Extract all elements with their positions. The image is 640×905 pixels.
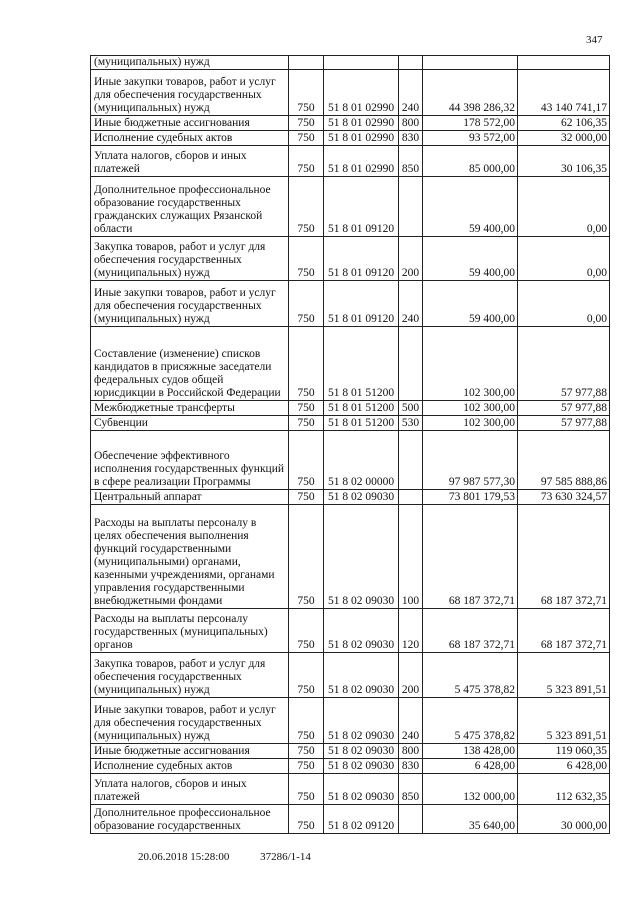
row-amount-1: 44 398 286,32 bbox=[423, 70, 518, 116]
row-vr: 850 bbox=[399, 146, 423, 177]
row-gr: 750 bbox=[289, 146, 324, 177]
row-name: (муниципальных) нужд bbox=[91, 56, 289, 70]
row-amount-1: 5 475 378,82 bbox=[423, 653, 518, 698]
table-row bbox=[91, 744, 610, 759]
row-amount-1: 68 187 372,71 bbox=[423, 609, 518, 653]
row-vr bbox=[399, 805, 423, 834]
row-csr: 51 8 01 02990 bbox=[324, 116, 399, 131]
row-name: Дополнительное профессиональное образование государственных bbox=[91, 805, 289, 834]
footer-doc-id: 37286/1-14 bbox=[260, 851, 311, 863]
table-row bbox=[91, 653, 610, 698]
row-amount-2: 5 323 891,51 bbox=[518, 653, 610, 698]
row-name: Расходы на выплаты персоналу в целях обеспечения выполнения функций государственными (муниципальными) органами, казенными учреждениями, органами управления государственными внебюджетными фондами bbox=[91, 505, 289, 609]
row-vr bbox=[399, 490, 423, 505]
table-row bbox=[91, 116, 610, 131]
row-name: Межбюджетные трансферты bbox=[91, 401, 289, 416]
row-amount-2: 62 106,35 bbox=[518, 116, 610, 131]
table-row bbox=[91, 609, 610, 653]
row-amount-1: 59 400,00 bbox=[423, 281, 518, 327]
row-name: Исполнение судебных актов bbox=[91, 759, 289, 774]
row-amount-2 bbox=[518, 56, 610, 70]
row-amount-1: 93 572,00 bbox=[423, 131, 518, 146]
row-csr: 51 8 01 51200 bbox=[324, 416, 399, 431]
row-csr: 51 8 01 02990 bbox=[324, 70, 399, 116]
row-gr: 750 bbox=[289, 759, 324, 774]
row-gr: 750 bbox=[289, 431, 324, 490]
row-amount-1: 59 400,00 bbox=[423, 177, 518, 237]
table-row bbox=[91, 416, 610, 431]
row-csr: 51 8 02 09030 bbox=[324, 505, 399, 609]
table-row bbox=[91, 774, 610, 805]
row-name: Иные бюджетные ассигнования bbox=[91, 116, 289, 131]
row-amount-2: 112 632,35 bbox=[518, 774, 610, 805]
row-vr: 120 bbox=[399, 609, 423, 653]
row-gr: 750 bbox=[289, 237, 324, 281]
row-name: Центральный аппарат bbox=[91, 490, 289, 505]
row-amount-1: 68 187 372,71 bbox=[423, 505, 518, 609]
table-row bbox=[91, 131, 610, 146]
row-vr: 240 bbox=[399, 281, 423, 327]
row-gr: 750 bbox=[289, 490, 324, 505]
row-name: Расходы на выплаты персоналу государственных (муниципальных) органов bbox=[91, 609, 289, 653]
table-row bbox=[91, 281, 610, 327]
row-csr: 51 8 01 09120 bbox=[324, 281, 399, 327]
row-amount-1 bbox=[423, 56, 518, 70]
row-name: Иные бюджетные ассигнования bbox=[91, 744, 289, 759]
row-amount-1: 138 428,00 bbox=[423, 744, 518, 759]
row-gr: 750 bbox=[289, 131, 324, 146]
row-gr: 750 bbox=[289, 416, 324, 431]
row-name: Составление (изменение) списков кандидатов в присяжные заседатели федеральных судов общей юрисдикции в Российской Федерации bbox=[91, 327, 289, 401]
row-name: Иные закупки товаров, работ и услуг для обеспечения государственных (муниципальных) нужд bbox=[91, 70, 289, 116]
row-amount-1: 73 801 179,53 bbox=[423, 490, 518, 505]
row-csr: 51 8 01 51200 bbox=[324, 401, 399, 416]
row-amount-1: 5 475 378,82 bbox=[423, 698, 518, 744]
row-amount-2: 57 977,88 bbox=[518, 327, 610, 401]
row-amount-2: 97 585 888,86 bbox=[518, 431, 610, 490]
table-row bbox=[91, 237, 610, 281]
row-amount-2: 0,00 bbox=[518, 177, 610, 237]
row-amount-1: 102 300,00 bbox=[423, 416, 518, 431]
row-gr: 750 bbox=[289, 401, 324, 416]
row-amount-1: 85 000,00 bbox=[423, 146, 518, 177]
row-vr bbox=[399, 177, 423, 237]
row-gr: 750 bbox=[289, 609, 324, 653]
row-csr: 51 8 02 09030 bbox=[324, 759, 399, 774]
row-csr: 51 8 01 02990 bbox=[324, 131, 399, 146]
row-gr: 750 bbox=[289, 116, 324, 131]
row-gr: 750 bbox=[289, 698, 324, 744]
row-vr: 240 bbox=[399, 698, 423, 744]
row-vr: 200 bbox=[399, 237, 423, 281]
row-vr bbox=[399, 431, 423, 490]
row-name: Уплата налогов, сборов и иных платежей bbox=[91, 774, 289, 805]
footer-datetime: 20.06.2018 15:28:00 bbox=[138, 851, 230, 863]
table-row bbox=[91, 490, 610, 505]
row-amount-2: 5 323 891,51 bbox=[518, 698, 610, 744]
table-row bbox=[91, 505, 610, 609]
row-gr: 750 bbox=[289, 327, 324, 401]
row-csr: 51 8 02 09030 bbox=[324, 653, 399, 698]
row-vr: 850 bbox=[399, 774, 423, 805]
table-row bbox=[91, 70, 610, 116]
row-csr: 51 8 02 09030 bbox=[324, 698, 399, 744]
row-name: Субвенции bbox=[91, 416, 289, 431]
row-csr: 51 8 01 02990 bbox=[324, 146, 399, 177]
row-name: Иные закупки товаров, работ и услуг для обеспечения государственных (муниципальных) нужд bbox=[91, 281, 289, 327]
row-csr: 51 8 01 51200 bbox=[324, 327, 399, 401]
row-vr: 100 bbox=[399, 505, 423, 609]
table-row bbox=[91, 146, 610, 177]
row-gr bbox=[289, 56, 324, 70]
row-vr: 240 bbox=[399, 70, 423, 116]
row-name: Закупка товаров, работ и услуг для обеспечения государственных (муниципальных) нужд bbox=[91, 237, 289, 281]
budget-table bbox=[90, 55, 610, 834]
row-name: Обеспечение эффективного исполнения государственных функций в сфере реализации Программы bbox=[91, 431, 289, 490]
row-csr: 51 8 02 09030 bbox=[324, 609, 399, 653]
row-amount-2: 6 428,00 bbox=[518, 759, 610, 774]
row-name: Дополнительное профессиональное образование государственных гражданских служащих Рязанской области bbox=[91, 177, 289, 237]
row-name: Закупка товаров, работ и услуг для обеспечения государственных (муниципальных) нужд bbox=[91, 653, 289, 698]
row-amount-2: 68 187 372,71 bbox=[518, 505, 610, 609]
row-csr: 51 8 02 09030 bbox=[324, 774, 399, 805]
row-amount-1: 59 400,00 bbox=[423, 237, 518, 281]
row-vr bbox=[399, 327, 423, 401]
row-gr: 750 bbox=[289, 744, 324, 759]
row-csr bbox=[324, 56, 399, 70]
row-csr: 51 8 01 09120 bbox=[324, 177, 399, 237]
row-vr: 800 bbox=[399, 116, 423, 131]
row-amount-2: 57 977,88 bbox=[518, 416, 610, 431]
row-name: Исполнение судебных актов bbox=[91, 131, 289, 146]
row-amount-1: 97 987 577,30 bbox=[423, 431, 518, 490]
table-row bbox=[91, 431, 610, 490]
row-gr: 750 bbox=[289, 177, 324, 237]
row-csr: 51 8 02 09030 bbox=[324, 490, 399, 505]
row-vr: 530 bbox=[399, 416, 423, 431]
row-gr: 750 bbox=[289, 70, 324, 116]
table-row bbox=[91, 698, 610, 744]
row-amount-1: 132 000,00 bbox=[423, 774, 518, 805]
table-row bbox=[91, 56, 610, 70]
row-amount-1: 102 300,00 bbox=[423, 327, 518, 401]
row-vr: 800 bbox=[399, 744, 423, 759]
row-amount-2: 30 000,00 bbox=[518, 805, 610, 834]
row-amount-2: 0,00 bbox=[518, 281, 610, 327]
row-amount-1: 102 300,00 bbox=[423, 401, 518, 416]
row-amount-1: 35 640,00 bbox=[423, 805, 518, 834]
row-csr: 51 8 01 09120 bbox=[324, 237, 399, 281]
table-row bbox=[91, 759, 610, 774]
row-vr: 500 bbox=[399, 401, 423, 416]
row-vr bbox=[399, 56, 423, 70]
row-gr: 750 bbox=[289, 653, 324, 698]
row-vr: 830 bbox=[399, 759, 423, 774]
row-amount-2: 0,00 bbox=[518, 237, 610, 281]
row-csr: 51 8 02 00000 bbox=[324, 431, 399, 490]
row-gr: 750 bbox=[289, 281, 324, 327]
row-name: Уплата налогов, сборов и иных платежей bbox=[91, 146, 289, 177]
table-row bbox=[91, 177, 610, 237]
row-vr: 200 bbox=[399, 653, 423, 698]
row-amount-1: 178 572,00 bbox=[423, 116, 518, 131]
row-amount-2: 57 977,88 bbox=[518, 401, 610, 416]
table-row bbox=[91, 327, 610, 401]
row-amount-2: 32 000,00 bbox=[518, 131, 610, 146]
page-number: 347 bbox=[586, 34, 603, 46]
row-amount-2: 68 187 372,71 bbox=[518, 609, 610, 653]
row-csr: 51 8 02 09120 bbox=[324, 805, 399, 834]
footer-stamp bbox=[138, 851, 339, 863]
row-name: Иные закупки товаров, работ и услуг для обеспечения государственных (муниципальных) нужд bbox=[91, 698, 289, 744]
row-amount-2: 30 106,35 bbox=[518, 146, 610, 177]
row-vr: 830 bbox=[399, 131, 423, 146]
row-amount-2: 43 140 741,17 bbox=[518, 70, 610, 116]
row-gr: 750 bbox=[289, 774, 324, 805]
row-amount-1: 6 428,00 bbox=[423, 759, 518, 774]
row-csr: 51 8 02 09030 bbox=[324, 744, 399, 759]
row-gr: 750 bbox=[289, 805, 324, 834]
table-row bbox=[91, 805, 610, 834]
row-amount-2: 119 060,35 bbox=[518, 744, 610, 759]
row-amount-2: 73 630 324,57 bbox=[518, 490, 610, 505]
row-gr: 750 bbox=[289, 505, 324, 609]
table-row bbox=[91, 401, 610, 416]
